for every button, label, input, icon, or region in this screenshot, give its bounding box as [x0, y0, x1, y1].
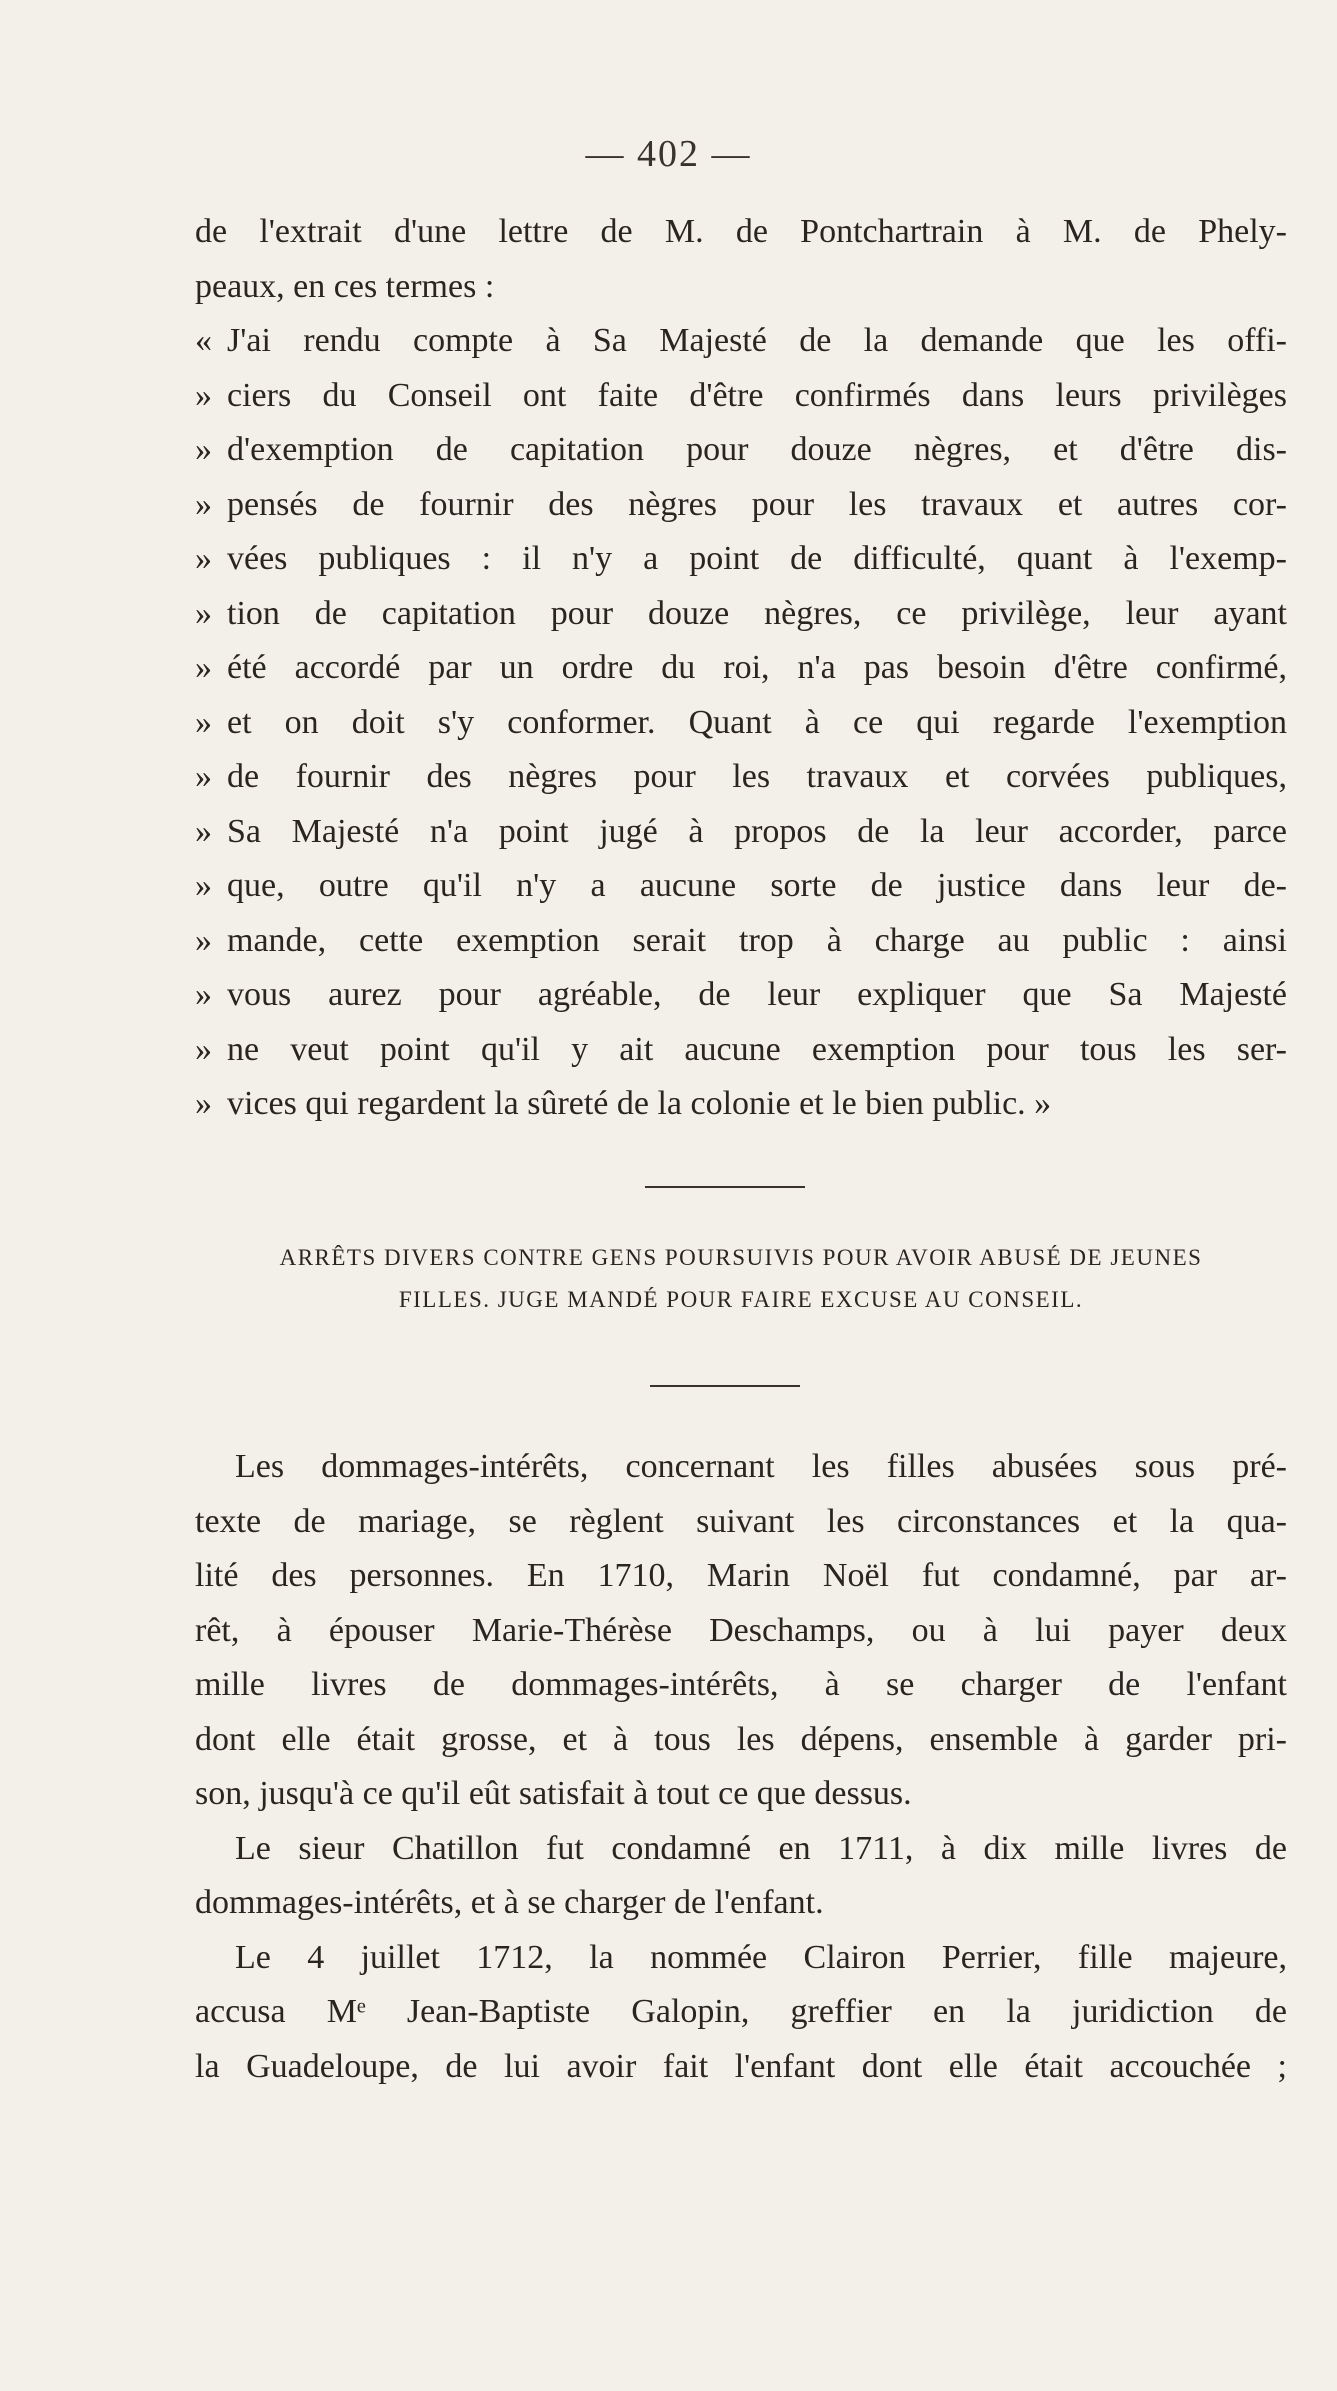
quote-text: pensés de fournir des nègres pour les travaux et autres cor-	[227, 485, 1287, 523]
paragraph	[195, 1931, 1287, 2095]
quote-line	[195, 587, 1287, 642]
paragraph	[195, 1822, 1287, 1931]
quote-line	[195, 423, 1287, 478]
quote-text: ne veut point qu'il y ait aucune exemption pour tous les ser-	[227, 1030, 1287, 1068]
text-line: dommages-intérêts, et à se charger de l'enfant.	[195, 1884, 824, 1921]
quote-text: été accordé par un ordre du roi, n'a pas besoin d'être confirmé,	[227, 649, 1287, 686]
text-line: dont elle était grosse, et à tous les dépens, ensemble à garder pri-	[195, 1720, 1287, 1758]
paragraph	[195, 1440, 1287, 1822]
quote-line	[195, 1023, 1287, 1078]
quote-text: mande, cette exemption serait trop à charge au public : ainsi	[227, 921, 1287, 959]
section-rule-top	[645, 1186, 805, 1188]
quote-mark: »	[195, 703, 212, 741]
letter-quotation	[195, 314, 1287, 1132]
text-line: peaux, en ces termes :	[195, 267, 495, 305]
quote-line	[195, 478, 1287, 533]
upper-text-block	[195, 205, 1287, 1132]
text-line: Le sieur Chatillon fut condamné en 1711, à dix mille livres de	[235, 1829, 1287, 1867]
quote-mark: »	[195, 812, 212, 850]
text-line: rêt, à épouser Marie-Thérèse Deschamps, ou à lui payer deux	[195, 1611, 1287, 1649]
quote-line	[195, 696, 1287, 751]
text-line: la Guadeloupe, de lui avoir fait l'enfant dont elle était accouchée ;	[195, 2047, 1287, 2085]
quote-mark: «	[195, 322, 212, 359]
quote-line	[195, 641, 1287, 696]
quote-mark: »	[195, 649, 212, 686]
quote-text: ciers du Conseil ont faite d'être confirmés dans leurs privilèges	[227, 376, 1287, 414]
quote-text: que, outre qu'il n'y a aucune sorte de justice dans leur de-	[227, 867, 1287, 904]
text-line: lité des personnes. En 1710, Marin Noël fut condamné, par ar-	[195, 1557, 1287, 1594]
quote-line	[195, 968, 1287, 1023]
section-heading	[195, 1237, 1287, 1321]
quote-text: de fournir des nègres pour les travaux et corvées publiques,	[227, 758, 1287, 795]
quote-line	[195, 859, 1287, 914]
text-line: Le 4 juillet 1712, la nommée Clairon Perrier, fille majeure,	[235, 1938, 1287, 1976]
quote-line	[195, 314, 1287, 369]
quote-text: vous aurez pour agréable, de leur expliquer que Sa Majesté	[227, 976, 1287, 1013]
quote-line	[195, 914, 1287, 969]
quote-mark: »	[195, 867, 212, 904]
quote-text: J'ai rendu compte à Sa Majesté de la demande que les offi-	[227, 322, 1287, 359]
quote-text: d'exemption de capitation pour douze nègres, et d'être dis-	[227, 431, 1287, 468]
quote-text: vices qui regardent la sûreté de la colonie et le bien public. »	[227, 1085, 1052, 1122]
text-line: de l'extrait d'une lettre de M. de Pontchartrain à M. de Phely-	[195, 213, 1287, 250]
quote-line	[195, 750, 1287, 805]
text-line: Les dommages-intérêts, concernant les filles abusées sous pré-	[235, 1448, 1287, 1485]
text-line: texte de mariage, se règlent suivant les circonstances et la qua-	[195, 1502, 1287, 1540]
quote-mark: »	[195, 1085, 212, 1122]
lower-text-block	[195, 1440, 1287, 2094]
text-line: mille livres de dommages-intérêts, à se charger de l'enfant	[195, 1666, 1287, 1703]
section-heading-line: FILLES. JUGE MANDÉ POUR FAIRE EXCUSE AU CONSEIL.	[398, 1287, 1084, 1312]
text-line: accusa Mᵉ Jean-Baptiste Galopin, greffier en la juridiction de	[195, 1993, 1287, 2030]
section-rule-bottom	[650, 1385, 800, 1387]
quote-text: vées publiques : il n'y a point de difficulté, quant à l'exemp-	[227, 540, 1287, 577]
text-line: son, jusqu'à ce qu'il eût satisfait à tout ce que dessus.	[195, 1775, 912, 1812]
quote-mark: »	[195, 921, 212, 959]
quote-mark: »	[195, 758, 212, 795]
quote-mark: »	[195, 976, 212, 1013]
quote-mark: »	[195, 376, 212, 414]
quote-mark: »	[195, 485, 212, 523]
quote-mark: »	[195, 431, 212, 468]
quote-line	[195, 1077, 1287, 1132]
page-number: — 402 —	[585, 133, 752, 175]
quote-text: Sa Majesté n'a point jugé à propos de la leur accorder, parce	[227, 812, 1287, 850]
quote-line	[195, 369, 1287, 424]
quote-text: et on doit s'y conformer. Quant à ce qui regarde l'exemption	[227, 703, 1287, 741]
quote-mark: »	[195, 594, 212, 632]
quote-line	[195, 532, 1287, 587]
quote-text: tion de capitation pour douze nègres, ce privilège, leur ayant	[227, 594, 1287, 632]
quote-line	[195, 805, 1287, 860]
quote-mark: »	[195, 1030, 212, 1068]
quote-mark: »	[195, 540, 212, 577]
section-heading-line: ARRÊTS DIVERS CONTRE GENS POURSUIVIS POUR AVOIR ABUSÉ DE JEUNES	[279, 1245, 1203, 1270]
